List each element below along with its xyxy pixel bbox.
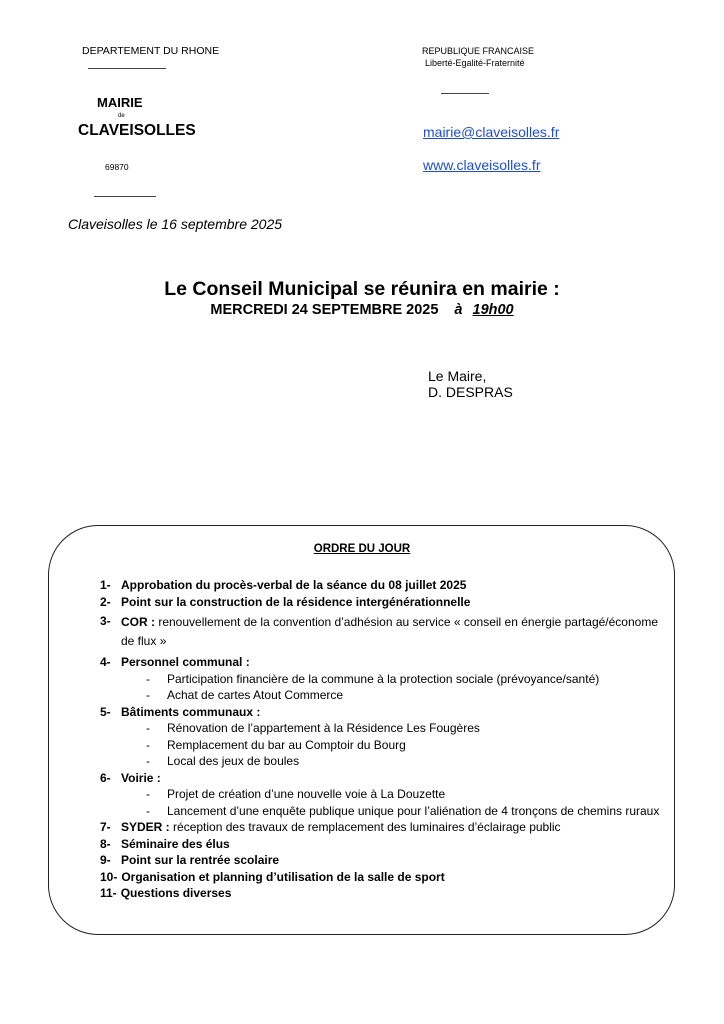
agenda-item: 6- Voirie : bbox=[100, 770, 161, 785]
agenda-item: 4- Personnel communal : bbox=[100, 655, 250, 669]
meeting-time: 19h00 bbox=[472, 302, 514, 318]
date-line: Claveisolles le 16 septembre 2025 bbox=[68, 216, 283, 232]
department-label: DEPARTEMENT DU RHONE bbox=[82, 45, 220, 57]
agenda-item: 7- SYDER : réception des travaux de remplacement des luminaires d’éclairage public bbox=[100, 820, 561, 834]
agenda-item: 2- Point sur la construction de la résidence intergénérationnelle bbox=[100, 594, 471, 609]
agenda-subitem: - Participation financière de la commune à la protection sociale (prévoyance/santé) bbox=[146, 671, 600, 686]
agenda-item: 8- Séminaire des élus bbox=[100, 836, 230, 851]
agenda-subitem: - Projet de création d’une nouvelle voie à La Douzette bbox=[146, 787, 446, 801]
agenda-item: 10- Organisation et planning d’utilisation de la salle de sport bbox=[100, 869, 445, 884]
website-link[interactable]: www.claveisolles.fr bbox=[423, 157, 541, 173]
meeting-day: MERCREDI 24 SEPTEMBRE 2025 bbox=[210, 302, 439, 318]
agenda-item: 3- COR : renouvellement de la convention d’adhésion au service « conseil en énergie partagé/économe de flux » bbox=[100, 614, 658, 648]
divider bbox=[88, 68, 166, 69]
republic-label: REPUBLIQUE FRANCAISE bbox=[422, 46, 535, 56]
agenda-subitem: - Remplacement du bar au Comptoir du Bourg bbox=[146, 737, 406, 752]
agenda-list bbox=[100, 577, 670, 902]
signature-role: Le Maire, bbox=[428, 368, 487, 384]
de-label: de bbox=[118, 113, 125, 119]
agenda-item: 11- Questions diverses bbox=[100, 886, 232, 900]
agenda-item: 9- Point sur la rentrée scolaire bbox=[100, 853, 280, 867]
agenda-item: 1- Approbation du procès-verbal de la séance du 08 juillet 2025 bbox=[100, 578, 467, 592]
at-label: à bbox=[454, 302, 463, 318]
agenda-subitem: - Local des jeux de boules bbox=[146, 754, 300, 768]
motto-label: Liberté-Egalité-Fraternité bbox=[425, 58, 525, 68]
agenda-item: 5- Bâtiments communaux : bbox=[100, 704, 261, 719]
agenda-heading: ORDRE DU JOUR bbox=[313, 543, 411, 555]
signature bbox=[428, 368, 513, 400]
divider bbox=[94, 196, 156, 197]
divider bbox=[441, 93, 489, 94]
email-link[interactable]: mairie@claveisolles.fr bbox=[423, 124, 560, 140]
agenda-subitem: - Rénovation de l’appartement à la Résidence Les Fougères bbox=[146, 721, 480, 735]
postal-code: 69870 bbox=[105, 162, 129, 172]
agenda-subitem: - Achat de cartes Atout Commerce bbox=[146, 688, 344, 702]
mairie-label: MAIRIE bbox=[97, 95, 143, 110]
commune-name: CLAVEISOLLES bbox=[78, 122, 196, 139]
agenda-subitem: - Lancement d’une enquête publique unique pour l’aliénation de 4 tronçons de chemins ruraux bbox=[146, 803, 660, 818]
signature-name: D. DESPRAS bbox=[428, 384, 513, 400]
meeting-datetime bbox=[0, 302, 724, 318]
meeting-title: Le Conseil Municipal se réunira en mairie : bbox=[164, 278, 560, 300]
